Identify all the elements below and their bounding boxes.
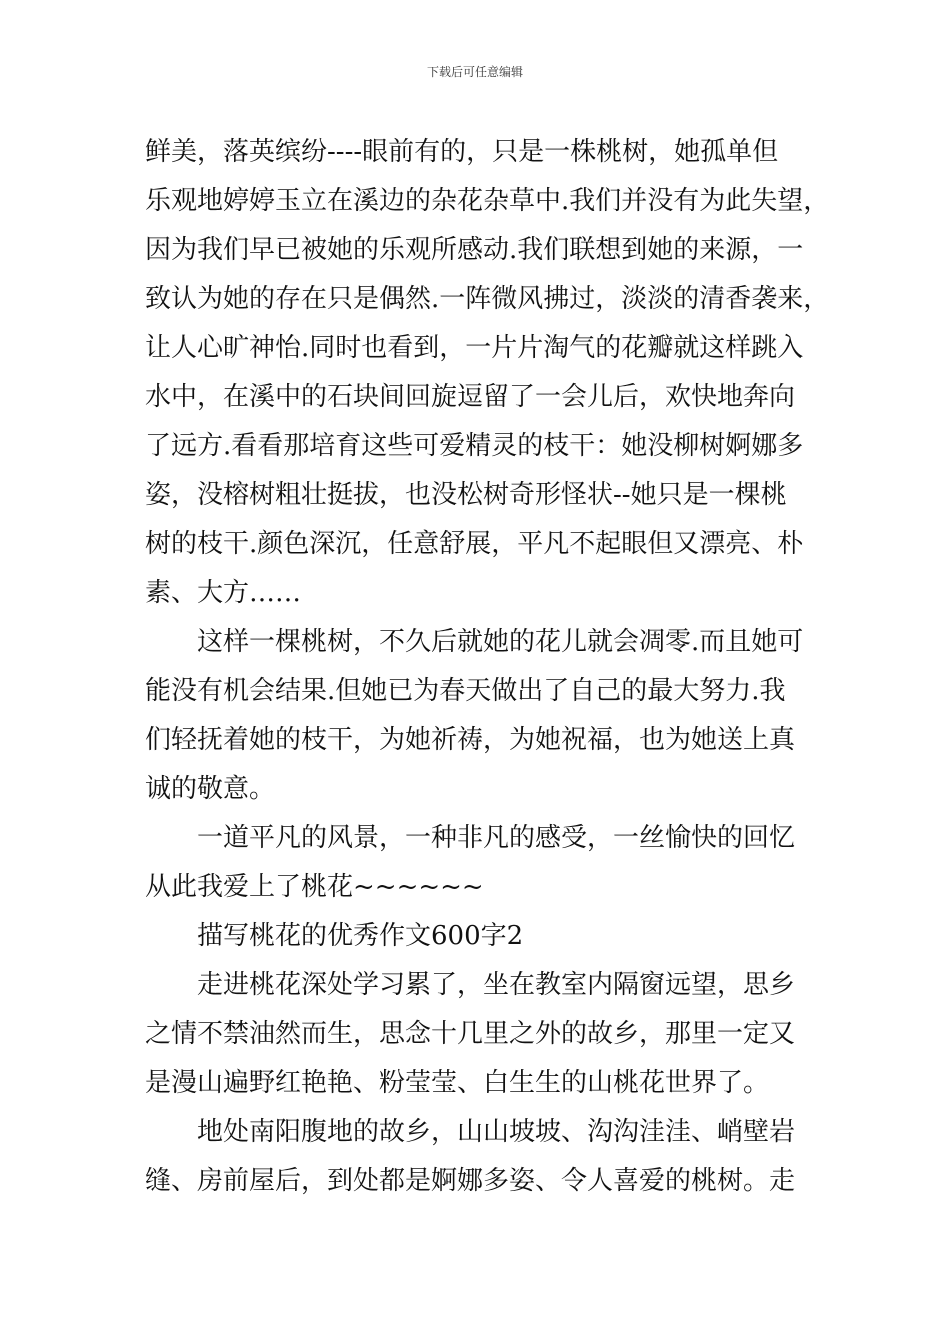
text-line: 这样一棵桃树，不久后就她的花儿就会凋零.而且她可 [145,627,804,657]
text-line: 水中，在溪中的石块间回旋逗留了一会儿后，欢快地奔向 [145,382,796,412]
text-line: 乐观地婷婷玉立在溪边的杂花杂草中.我们并没有为此失望， [145,186,830,216]
text-line: 致认为她的存在只是偶然.一阵微风拂过，淡淡的清香袭来， [145,284,830,314]
text-line: 地处南阳腹地的故乡，山山坡坡、沟沟洼洼、峭壁岩 [145,1117,796,1147]
text-line: 了远方.看看那培育这些可爱精灵的枝干：她没柳树婀娜多 [145,431,804,461]
page-header: 下载后可任意编辑 [426,65,523,79]
text-line: 让人心旷神怡.同时也看到，一片片淘气的花瓣就这样跳入 [145,333,804,363]
text-line: 鲜美，落英缤纷----眼前有的，只是一株桃树，她孤单但 [145,137,779,167]
text-line: 从此我爱上了桃花~~~~~~ [145,872,484,902]
text-line: 之情不禁油然而生，思念十几里之外的故乡，那里一定又 [145,1019,796,1049]
section-heading: 描写桃花的优秀作文600字2 [145,921,524,951]
text-line: 们轻抚着她的枝干，为她祈祷，为她祝福，也为她送上真 [145,725,796,755]
essay-body [145,128,830,1206]
text-line: 素、大方…… [145,578,302,608]
text-line: 诚的敬意。 [145,774,276,804]
text-line: 一道平凡的风景，一种非凡的感受，一丝愉快的回忆 [145,823,796,853]
text-line: 走进桃花深处学习累了，坐在教室内隔窗远望，思乡 [145,970,796,1000]
text-line: 是漫山遍野红艳艳、粉莹莹、白生生的山桃花世界了。 [145,1068,770,1098]
text-line: 因为我们早已被她的乐观所感动.我们联想到她的来源，一 [145,235,804,265]
text-line: 缝、房前屋后，到处都是婀娜多姿、令人喜爱的桃树。走 [145,1166,796,1196]
text-line: 姿，没榕树粗壮挺拔，也没松树奇形怪状--她只是一棵桃 [145,480,787,510]
text-line: 能没有机会结果.但她已为春天做出了自己的最大努力.我 [145,676,786,706]
text-line: 树的枝干.颜色深沉，任意舒展，平凡不起眼但又漂亮、朴 [145,529,804,559]
